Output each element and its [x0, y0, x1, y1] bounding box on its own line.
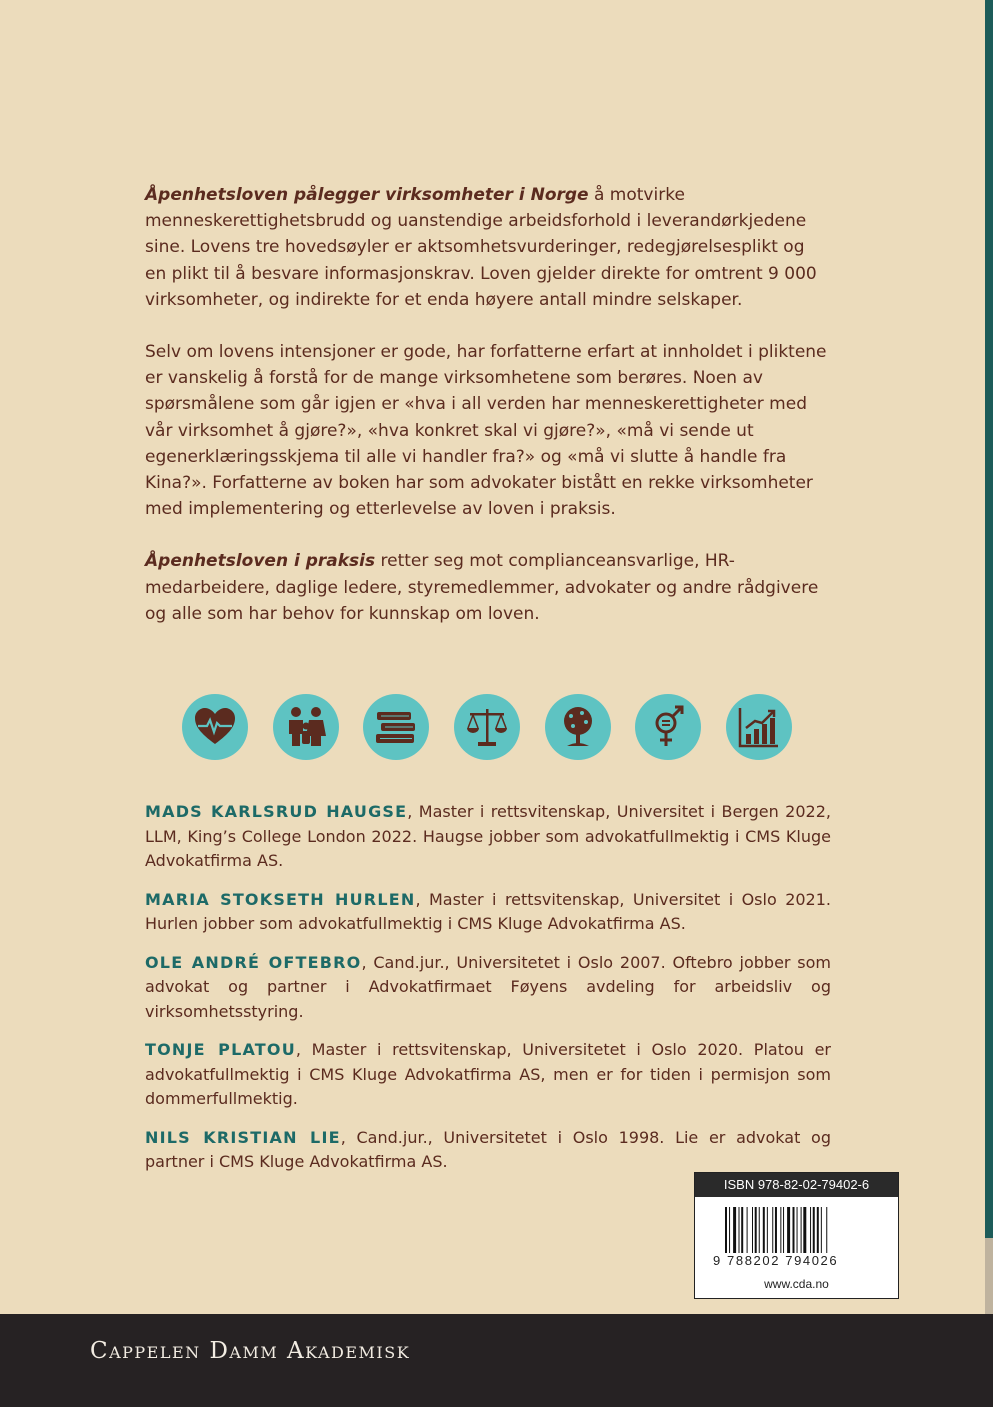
barcode-bar: [783, 1207, 784, 1253]
author-bios: [145, 800, 831, 1189]
barcode-bar: [817, 1207, 819, 1253]
author-description: , Cand.jur., Universitetet i Oslo 2007. Oftebro jobber som advokat og partner i Advokatfirmaet Føyens avdeling for arbeidsliv og virksomhetsstyring.: [145, 952, 831, 1021]
blurb: [145, 182, 831, 653]
isbn-digits: 9 788202 794026: [713, 1253, 839, 1268]
author-description: , Master i rettsvitenskap, Universitetet i Oslo 2020. Platou er advokatfullmektig i CMS Kluge Advokatfirma AS, men er for tiden i permisjon som dommerfullmektig.: [145, 1040, 831, 1108]
books-icon: [363, 694, 429, 760]
blurb-paragraph-2: Selv om lovens intensjoner er gode, har forfatterne erfart at innholdet i pliktene er vanskelig å forstå for de mange virksomhetene som berøres. Noen av spørsmålene som går igjen er «hva i all verden har menneskerettigheter med vår virksomhet å gjøre?», «hva konkret skal vi gjøre?», «må vi sende ut egenerklæringsskjema til alle vi handler fra?» og «må vi slutte å handle fra Kina?». Forfatterne av boken har som advokater bistått en rekke virksomheter med implementering og etterlevelse av loven i praksis.: [145, 342, 827, 520]
gender-equality-icon: [635, 694, 701, 760]
barcode-bar: [733, 1207, 736, 1253]
barcode-bar: [803, 1207, 806, 1253]
barcode-bar: [810, 1207, 811, 1253]
isbn-barcode-box: [694, 1172, 899, 1299]
barcode-bar: [793, 1207, 795, 1253]
blurb-text-3: retter seg mot complianceansvarlige, HR-medarbeidere, daglige ledere, styremedlemmer, advokater og andre rådgivere og alle som har behov for kunnskap om loven.: [145, 551, 819, 624]
barcode-bar: [780, 1207, 781, 1253]
barcode-bar: [729, 1207, 730, 1253]
growth-chart-icon: [726, 694, 792, 760]
barcode-bar: [821, 1207, 822, 1253]
heart-pulse-icon: [182, 694, 248, 760]
spine-notch: [985, 1238, 993, 1318]
publisher-url: www.cda.no: [764, 1277, 829, 1291]
author-description: , Master i rettsvitenskap, Universitet i Oslo 2021. Hurlen jobber som advokatfullmektig i CMS Kluge Advokatfirma AS.: [145, 889, 831, 933]
author-name: TONJE PLATOU: [145, 1040, 296, 1059]
blurb-paragraph-3: [145, 548, 831, 627]
tree-icon: [545, 694, 611, 760]
barcode-bar: [772, 1207, 773, 1253]
isbn-label: ISBN 978-82-02-79402-6: [695, 1173, 898, 1197]
author-bio: [145, 800, 831, 874]
publisher-logo: Cappelen Damm Akademisk: [90, 1338, 411, 1364]
barcode-bar: [752, 1207, 753, 1253]
author-description: , Cand.jur., Universitetet i Oslo 1998. Lie er advokat og partner i CMS Kluge Advokatfirma AS.: [145, 1127, 831, 1171]
barcode-bar: [797, 1207, 798, 1253]
barcode-bar: [813, 1207, 815, 1253]
author-bio: [145, 1038, 831, 1112]
author-bio: [145, 888, 831, 937]
barcode-bar: [755, 1207, 757, 1253]
footer-band: [0, 1314, 993, 1407]
spine-edge: [985, 0, 993, 1315]
author-bio: [145, 1126, 831, 1175]
barcode-bar: [767, 1207, 768, 1253]
barcode-bar: [787, 1207, 790, 1253]
author-name: OLE ANDRÉ OFTEBRO: [145, 952, 362, 972]
blurb-lead-1: Åpenhetsloven pålegger virksomheter i Norge: [145, 185, 589, 205]
barcode-bar: [759, 1207, 760, 1253]
author-bio: [145, 951, 831, 1025]
barcode-bar: [747, 1207, 748, 1253]
barcode-bars: [725, 1207, 865, 1251]
theme-icons-row: [182, 694, 792, 762]
blurb-text-1: å motvirke menneskerettighetsbrudd og uanstendige arbeidsforhold i leverandørkjedene sine. Lovens tre hovedsøyler er aktsomhetsvurderinger, redegjørelsesplikt og en plikt til å besvare informasjonskrav. Loven gjelder direkte for omtrent 9 000 virksomheter, og indirekte for et enda høyere antall mindre selskaper.: [145, 185, 817, 310]
author-name: MARIA STOKSETH HURLEN: [145, 889, 416, 909]
barcode-bar: [763, 1207, 765, 1253]
barcode-bar: [801, 1207, 802, 1253]
scales-icon: [454, 694, 520, 760]
family-icon: [273, 694, 339, 760]
barcode-bar: [775, 1207, 777, 1253]
author-description: , Master i rettsvitenskap, Universitet i Bergen 2022, LLM, King’s College London 2022. Haugse jobber som advokatfullmektig i CMS Kluge Advokatfirma AS.: [145, 802, 831, 870]
blurb-lead-3: Åpenhetsloven i praksis: [145, 551, 376, 572]
barcode-bar: [826, 1207, 827, 1253]
barcode-bar: [725, 1207, 727, 1253]
author-name: NILS KRISTIAN LIE: [145, 1127, 341, 1147]
barcode-bar: [741, 1207, 743, 1253]
barcode-bar: [739, 1207, 740, 1253]
blurb-paragraph-1: [145, 182, 831, 313]
author-name: MADS KARLSRUD HAUGSE: [145, 802, 408, 821]
